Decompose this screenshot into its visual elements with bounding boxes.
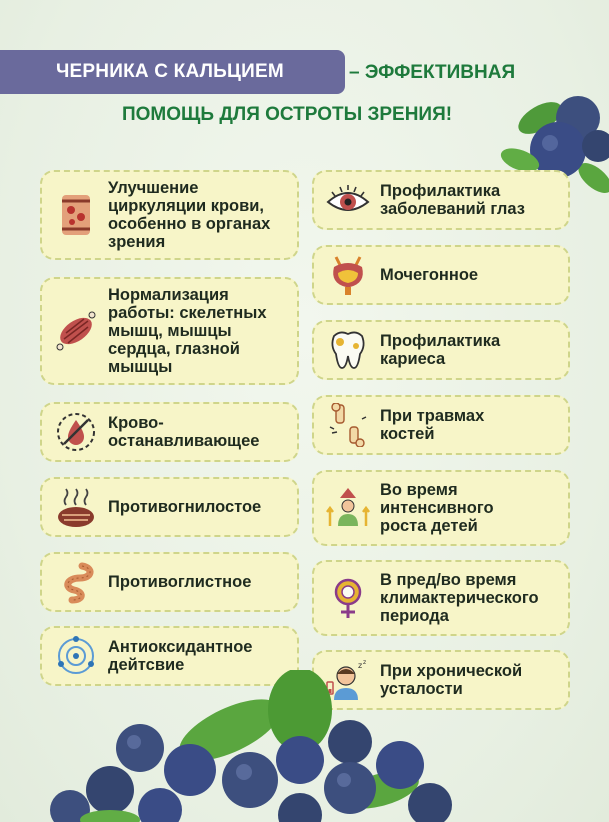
benefit-label: Нормализация работы: скелетных мышц, мышцы сердца, глазной мышцы: [108, 286, 267, 376]
benefit-card-muscles: [40, 277, 299, 385]
eye-icon: [326, 178, 370, 222]
broken-bone-icon: [326, 403, 370, 447]
benefit-label: Противоглистное: [108, 573, 252, 591]
title-rest: – ЭФФЕКТИВНАЯ: [349, 62, 516, 83]
benefit-label: При хронической усталости: [380, 662, 523, 698]
benefit-label: Крово- останавливающее: [108, 414, 260, 450]
tooth-icon: [326, 328, 370, 372]
blueberry-pile-decoration: [50, 670, 470, 822]
benefit-card-diuretic: [312, 245, 570, 305]
no-blood-icon: [54, 410, 98, 454]
benefit-card-caries-prevention: [312, 320, 570, 380]
benefit-label: Мочегонное: [380, 266, 479, 284]
svg-text:z: z: [363, 659, 367, 666]
benefit-label: Улучшение циркуляции крови, особенно в органах зрения: [108, 179, 271, 251]
blood-vessel-icon: [54, 193, 98, 237]
benefit-card-hemostatic: [40, 402, 299, 462]
benefit-card-anthelmintic: [40, 552, 299, 612]
benefit-label: В пред/во время климактерического периода: [380, 571, 539, 625]
bladder-icon: [326, 253, 370, 297]
benefit-card-climacteric: [312, 560, 570, 636]
svg-text:z: z: [358, 661, 363, 670]
benefit-label: Во время интенсивного роста детей: [380, 481, 494, 535]
muscle-icon: [54, 309, 98, 353]
title-line2: ПОМОЩЬ ДЛЯ ОСТРОТЫ ЗРЕНИЯ!: [122, 104, 453, 125]
benefit-card-child-growth: [312, 470, 570, 546]
benefit-label: При травмах костей: [380, 407, 485, 443]
title-highlight: ЧЕРНИКА С КАЛЬЦИЕМ: [56, 61, 284, 82]
benefit-label: Антиоксидантное дейтсвие: [108, 638, 253, 674]
benefit-card-eye-prevention: [312, 170, 570, 230]
benefit-card-antiputrefactive: [40, 477, 299, 537]
benefit-label: Профилактика кариеса: [380, 332, 501, 368]
worm-icon: [54, 560, 98, 604]
title-banner: [0, 50, 345, 94]
benefit-card-blood-circulation: [40, 170, 299, 260]
benefit-label: Противогнилостое: [108, 498, 262, 516]
child-growth-icon: [326, 486, 370, 530]
rotten-meat-icon: [54, 485, 98, 529]
female-symbol-icon: [326, 576, 370, 620]
benefit-label: Профилактика заболеваний глаз: [380, 182, 525, 218]
benefit-card-bone-injury: [312, 395, 570, 455]
